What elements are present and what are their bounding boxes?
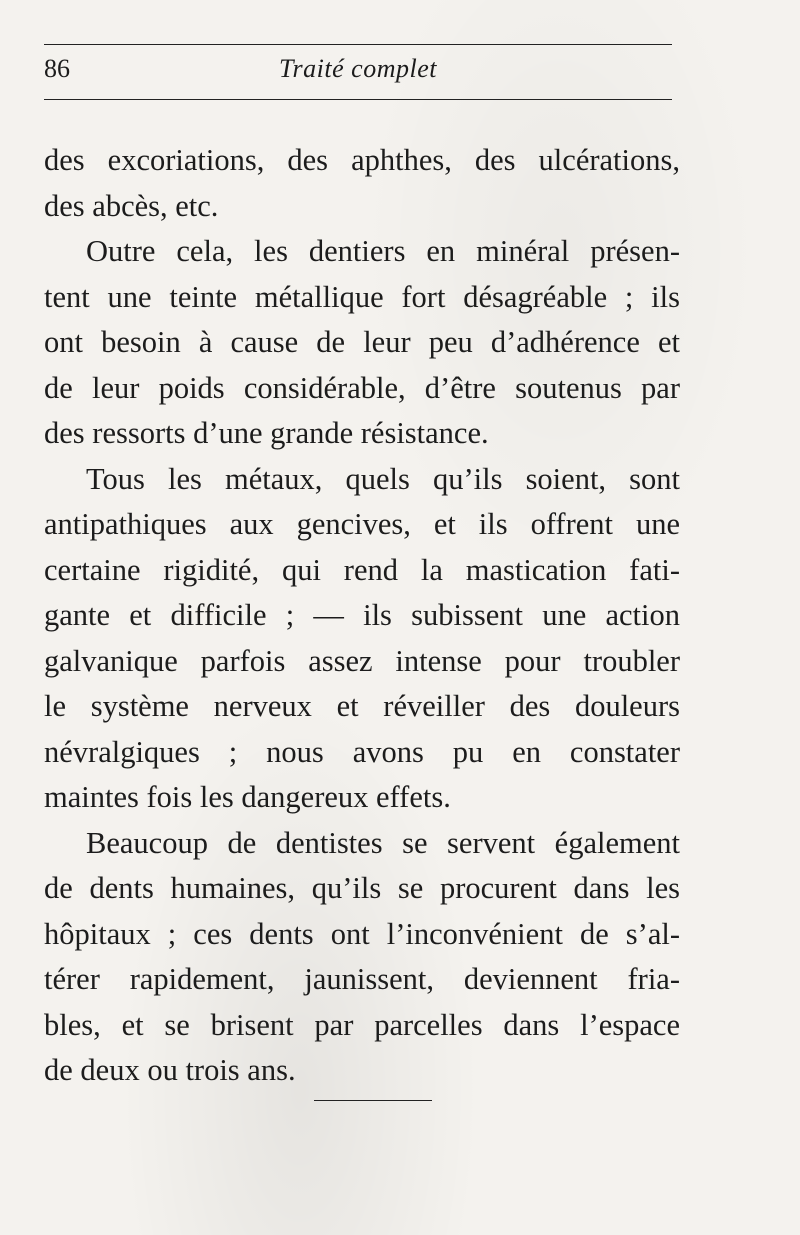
paragraph-first-line: Outre cela, les dentiers en minéral présen- (86, 234, 680, 268)
text-line: des ressorts d’une grande résistance. (44, 416, 489, 450)
text-line: de dents humaines, qu’ils se procurent dans les (44, 871, 680, 905)
paragraph-first-line: Tous les métaux, quels qu’ils soient, sont (86, 461, 680, 496)
header-bottom-rule (44, 99, 672, 100)
text-line: le système nerveux et réveiller des douleurs (44, 689, 680, 723)
page-header (44, 52, 672, 92)
text-line: antipathiques aux gencives, et ils offrent une (44, 507, 680, 541)
text-line: névralgiques ; nous avons pu en constater (44, 734, 680, 769)
text-line: des abcès, etc. (44, 188, 219, 223)
body-text (44, 138, 680, 1094)
text-line: tent une teinte métallique fort désagréable ; ils (44, 279, 680, 314)
header-top-rule (44, 44, 672, 45)
text-line: des excoriations, des aphthes, des ulcérations, (44, 143, 680, 177)
text-line: bles, et se brisent par parcelles dans l’espace (44, 1007, 680, 1042)
text-line: galvanique parfois assez intense pour troubler (44, 643, 680, 678)
section-end-rule (314, 1100, 432, 1101)
text-line: térer rapidement, jaunissent, deviennent fria- (44, 962, 680, 996)
page-number: 86 (44, 54, 70, 83)
text-line: maintes fois les dangereux effets. (44, 780, 451, 814)
text-line: de leur poids considérable, d’être soutenus par (44, 370, 680, 405)
text-line: gante et difficile ; — ils subissent une action (44, 598, 680, 632)
text-line: certaine rigidité, qui rend la mastication fati- (44, 552, 680, 587)
running-title: Traité complet (279, 54, 437, 83)
text-line: hôpitaux ; ces dents ont l’inconvénient de s’al- (44, 916, 680, 951)
text-line: de deux ou trois ans. (44, 1053, 296, 1087)
text-line: ont besoin à cause de leur peu d’adhérence et (44, 325, 680, 359)
paragraph-first-line: Beaucoup de dentistes se servent également (86, 825, 680, 860)
